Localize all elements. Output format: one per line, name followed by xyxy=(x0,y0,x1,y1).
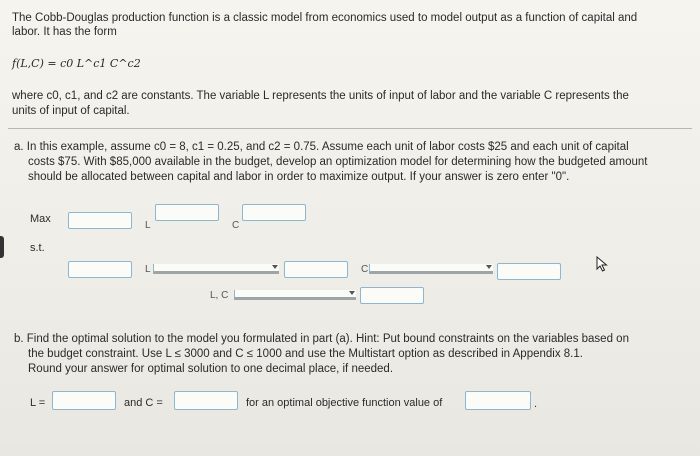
objective-var-C: C xyxy=(232,220,240,231)
page-edge-marker xyxy=(0,236,4,258)
optimal-C-input[interactable] xyxy=(174,391,238,410)
intro-line-4: units of input of capital. xyxy=(12,105,130,117)
intro-line-1: The Cobb-Douglas production function is a classic model from economics used to model output as a function of capital and xyxy=(12,12,638,24)
intro-line-2: labor. It has the form xyxy=(12,26,117,38)
part-b-line-2: the budget constraint. Use L ≤ 3000 and C ≤ 1000 and use the Multistart option as described in Appendix 8.1. xyxy=(28,348,583,360)
part-a-line-2: costs $75. With $85,000 available in the budget, develop an optimization model for determining how the budgeted amount xyxy=(28,156,648,168)
objective-coefficient-input[interactable] xyxy=(68,212,132,229)
constraint-L-coefficient-input[interactable] xyxy=(68,261,132,278)
optimal-C-label: and C = xyxy=(124,397,163,409)
optimal-L-label: L = xyxy=(30,397,46,409)
nonnegativity-rhs-input[interactable] xyxy=(360,287,424,304)
constraint-C-coefficient-input[interactable] xyxy=(284,261,348,278)
objective-value-label: for an optimal objective function value of xyxy=(246,397,443,409)
objective-value-input[interactable] xyxy=(465,391,531,410)
part-b-line-1: b. Find the optimal solution to the model you formulated in part (a). Hint: Put bound constraints on the variables based on xyxy=(14,333,629,345)
part-b-line-3: Round your answer for optimal solution to one decimal place, if needed. xyxy=(28,363,394,375)
part-a-line-1: a. In this example, assume c0 = 8, c1 = 0.25, and c2 = 0.75. Assume each unit of labor costs $25 and each unit of capital xyxy=(14,141,629,153)
mouse-cursor-icon xyxy=(596,256,608,272)
constraint-operator-select[interactable] xyxy=(153,264,279,274)
optimal-L-input[interactable] xyxy=(52,391,116,410)
subject-to-label: s.t. xyxy=(30,242,45,254)
trailing-period: . xyxy=(534,398,538,410)
chevron-down-icon xyxy=(486,265,492,269)
constraint-rhs-input[interactable] xyxy=(497,263,561,280)
max-label: Max xyxy=(30,213,51,225)
nonnegativity-relation-select[interactable] xyxy=(234,290,356,300)
objective-L-exponent-input[interactable] xyxy=(155,204,219,221)
objective-C-exponent-input[interactable] xyxy=(242,204,306,221)
constraint-var-L: L xyxy=(145,264,151,275)
divider xyxy=(8,128,692,129)
constraint-var-C: C xyxy=(361,264,369,275)
constraint-relation-select[interactable] xyxy=(369,264,493,274)
chevron-down-icon xyxy=(272,265,278,269)
nonnegativity-vars-label: L, C xyxy=(210,290,229,301)
part-a-line-3: should be allocated between capital and labor in order to maximize output. If your answer is zero enter "0". xyxy=(28,171,570,183)
chevron-down-icon xyxy=(349,291,355,295)
production-function-formula: f(L,C) = c0 L^c1 C^c2 xyxy=(12,57,141,70)
intro-line-3: where c0, c1, and c2 are constants. The variable L represents the units of input of labor and the variable C represents the xyxy=(12,90,629,102)
objective-var-L: L xyxy=(145,220,151,231)
